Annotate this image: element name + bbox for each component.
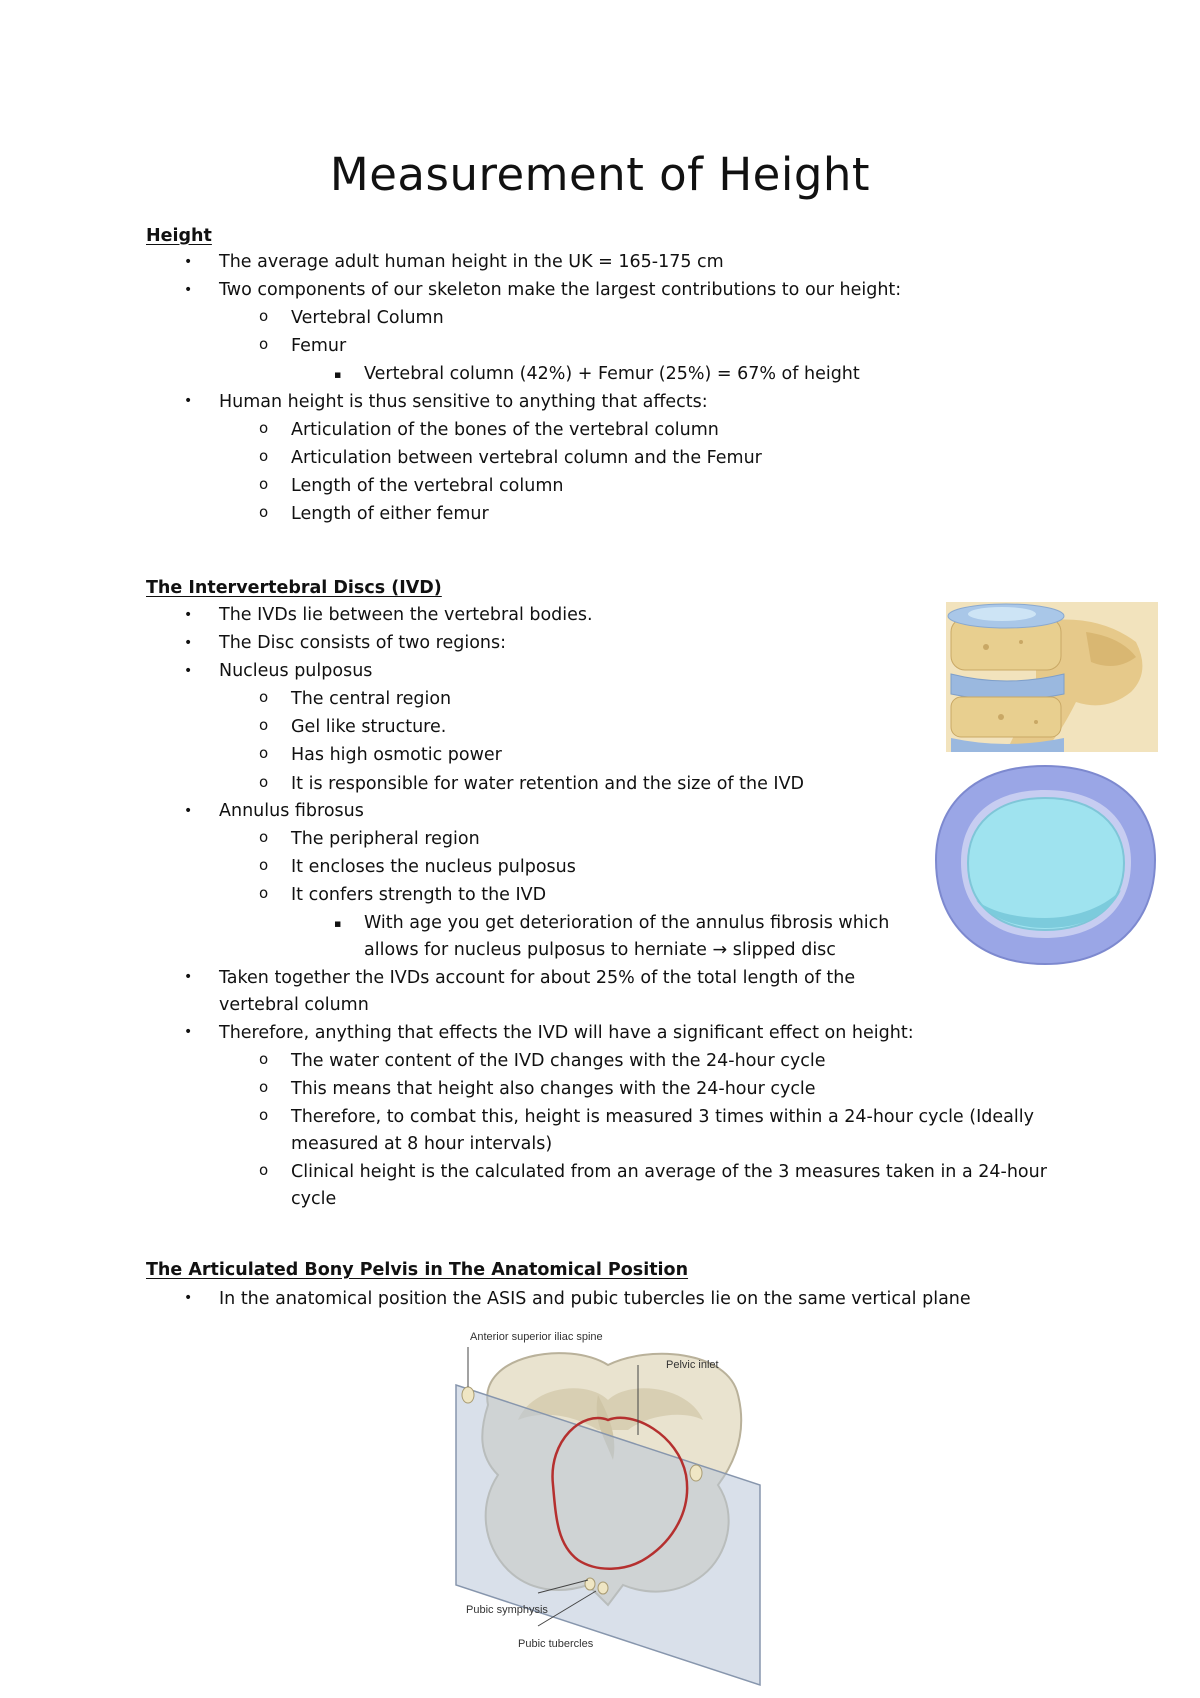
bullet-marker: • [184, 607, 193, 623]
list-item: It confers strength to the IVD [291, 885, 547, 905]
list-item: It is responsible for water retention and the size of the IVD [291, 774, 805, 794]
list-item: Articulation between vertebral column and the Femur [291, 448, 762, 468]
circle-marker: o [259, 503, 269, 521]
circle-marker: o [259, 828, 269, 846]
bullet-marker: • [184, 1290, 193, 1306]
label-pelvic-inlet: Pelvic inlet [666, 1359, 719, 1371]
list-item: With age you get deterioration of the annulus fibrosis which [364, 913, 890, 933]
list-item: Therefore, to combat this, height is measured 3 times within a 24-hour cycle (Ideally [291, 1107, 1034, 1127]
bullet-marker: • [184, 282, 193, 298]
list-item: Length of the vertebral column [291, 476, 564, 496]
circle-marker: o [259, 716, 269, 734]
list-item: Gel like structure. [291, 717, 447, 737]
circle-marker: o [259, 1106, 269, 1124]
page-title: Measurement of Height [329, 148, 871, 201]
list-item: The average adult human height in the UK = 165-175 cm [219, 252, 724, 272]
list-item: Annulus fibrosus [219, 801, 364, 821]
list-item: It encloses the nucleus pulposus [291, 857, 576, 877]
list-item: In the anatomical position the ASIS and pubic tubercles lie on the same vertical plane [219, 1289, 971, 1309]
list-item: Articulation of the bones of the vertebral column [291, 420, 719, 440]
circle-marker: o [259, 744, 269, 762]
bullet-marker: • [184, 393, 193, 409]
circle-marker: o [259, 773, 269, 791]
circle-marker: o [259, 475, 269, 493]
list-item: Two components of our skeleton make the largest contributions to our height: [219, 280, 902, 300]
list-item: Vertebral column (42%) + Femur (25%) = 67% of height [364, 364, 860, 384]
bullet-marker: • [184, 1024, 193, 1040]
circle-marker: o [259, 1078, 269, 1096]
square-marker: ▪ [334, 917, 342, 930]
list-item: The central region [291, 689, 452, 709]
label-asis: Anterior superior iliac spine [470, 1331, 603, 1343]
list-item: Length of either femur [291, 504, 489, 524]
list-item: The Disc consists of two regions: [219, 633, 507, 653]
list-item: Femur [291, 336, 347, 356]
list-item: The peripheral region [291, 829, 480, 849]
list-item-continuation: vertebral column [219, 995, 369, 1015]
list-item: The IVDs lie between the vertebral bodies. [219, 605, 593, 625]
circle-marker: o [259, 307, 269, 325]
bullet-marker: • [184, 969, 193, 985]
list-item-continuation: measured at 8 hour intervals) [291, 1134, 553, 1154]
list-item: Clinical height is the calculated from an average of the 3 measures taken in a 24-hour [291, 1162, 1047, 1182]
bullet-marker: • [184, 254, 193, 270]
vertebral-column-figure [946, 602, 1158, 752]
circle-marker: o [259, 419, 269, 437]
list-item: Taken together the IVDs account for about 25% of the total length of the [219, 968, 856, 988]
list-item: Nucleus pulposus [219, 661, 373, 681]
circle-marker: o [259, 447, 269, 465]
circle-marker: o [259, 856, 269, 874]
list-item-continuation: cycle [291, 1189, 337, 1209]
section-heading-pelvis: The Articulated Bony Pelvis in The Anatomical Position [146, 1260, 689, 1280]
disc-cross-section-figure [931, 760, 1160, 972]
section-heading-ivd: The Intervertebral Discs (IVD) [146, 578, 442, 598]
pelvis-figure [448, 1325, 780, 1690]
list-item-continuation: allows for nucleus pulposus to herniate → slipped disc [364, 940, 836, 960]
list-item: This means that height also changes with the 24-hour cycle [291, 1079, 816, 1099]
section-heading-height: Height [146, 226, 212, 246]
list-item: Vertebral Column [291, 308, 444, 328]
label-pubic-symphysis: Pubic symphysis [466, 1604, 548, 1616]
square-marker: ▪ [334, 368, 342, 381]
list-item: Therefore, anything that effects the IVD will have a significant effect on height: [219, 1023, 914, 1043]
list-item: Human height is thus sensitive to anything that affects: [219, 392, 708, 412]
bullet-marker: • [184, 635, 193, 651]
bullet-marker: • [184, 663, 193, 679]
bullet-marker: • [184, 803, 193, 819]
list-item: The water content of the IVD changes with the 24-hour cycle [291, 1051, 826, 1071]
circle-marker: o [259, 1161, 269, 1179]
circle-marker: o [259, 884, 269, 902]
list-item: Has high osmotic power [291, 745, 502, 765]
label-pubic-tubercles: Pubic tubercles [518, 1638, 594, 1650]
circle-marker: o [259, 1050, 269, 1068]
circle-marker: o [259, 335, 269, 353]
circle-marker: o [259, 688, 269, 706]
